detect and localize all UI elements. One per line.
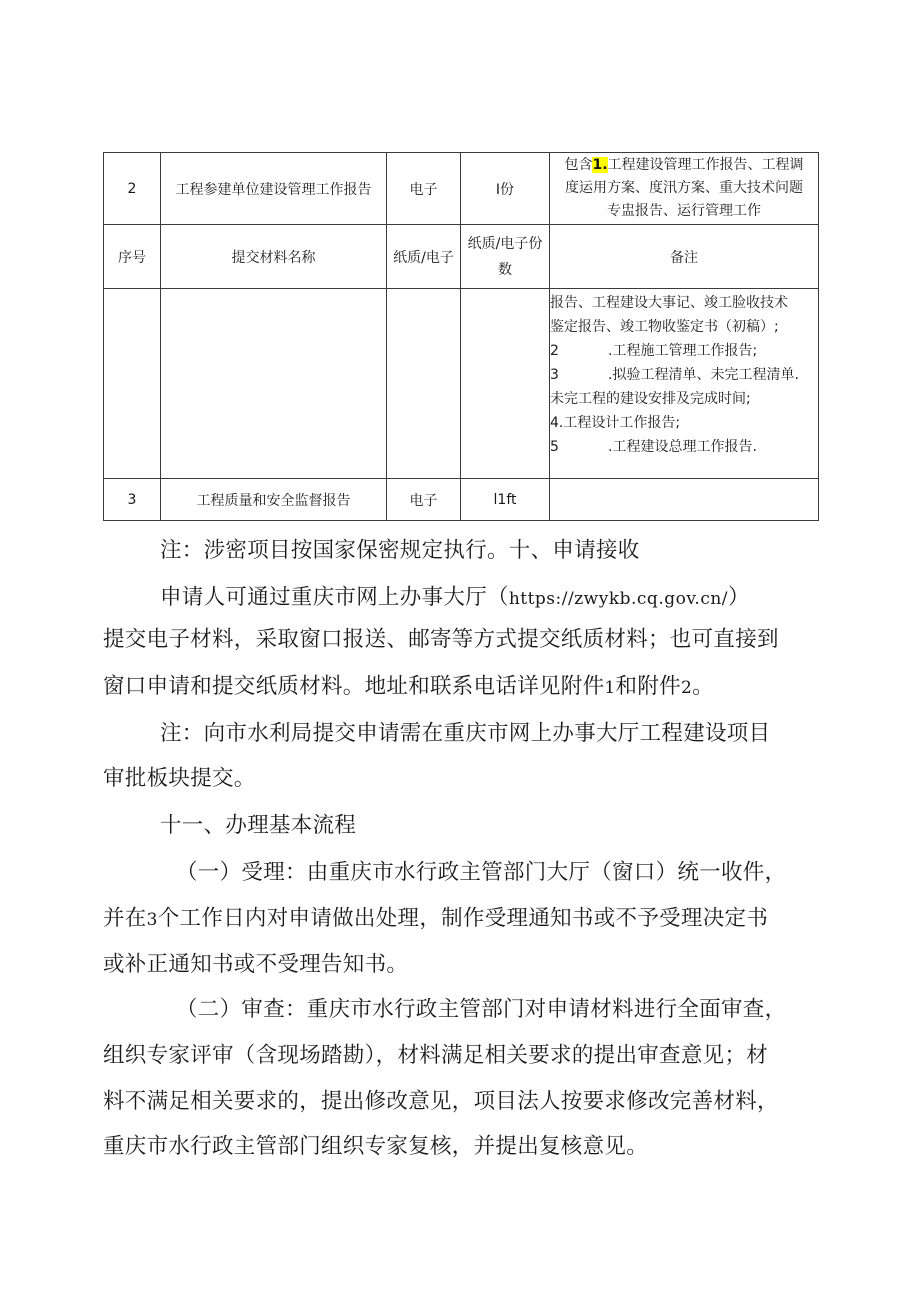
row-index: 3 bbox=[104, 479, 161, 521]
paragraph: 注：向市水利局提交申请需在重庆市网上办事大厅工程建设项目 bbox=[160, 721, 771, 746]
material-name: 工程质量和安全监督报告 bbox=[161, 479, 387, 521]
table-row bbox=[104, 479, 819, 521]
note-line: 未完工程的建设安排及完成时间; bbox=[550, 391, 751, 407]
note-item-3: 3 .拟验工程清单、未完工程清单. bbox=[550, 367, 799, 383]
note-line-1: 工程建设管理工作报告、工程调 bbox=[607, 157, 804, 173]
material-format: 电子 bbox=[387, 479, 461, 521]
header-name: 提交材料名称 bbox=[161, 225, 387, 289]
paragraph: （二）审查：重庆市水行政主管部门对申请材料进行全面审查， bbox=[176, 997, 787, 1022]
paragraph: 料不满足相关要求的，提出修改意见，项目法人按要求修改完善材料， bbox=[103, 1089, 779, 1114]
table-row bbox=[104, 289, 819, 479]
portal-url: https://zwykb.cq.gov.cn/ bbox=[508, 589, 729, 609]
material-copies: I份 bbox=[461, 153, 550, 225]
paragraph: 审批板块提交。 bbox=[103, 766, 256, 791]
material-note bbox=[550, 153, 819, 225]
table-row bbox=[104, 153, 819, 225]
table-header-row bbox=[104, 225, 819, 289]
materials-table bbox=[103, 152, 819, 521]
paragraph: 重庆市水行政主管部门组织专家复核，并提出复核意见。 bbox=[103, 1134, 649, 1159]
header-note: 备注 bbox=[550, 225, 819, 289]
paragraph: 或补正通知书或不受理告知书。 bbox=[103, 952, 409, 977]
paragraph: 窗口申请和提交纸质材料。地址和联系电话详见附件1和附件2。 bbox=[103, 674, 714, 699]
note-line: 报告、工程建设大事记、竣工脸收技术 bbox=[550, 295, 788, 311]
header-copies: 纸质/电子份数 bbox=[461, 225, 550, 289]
paragraph: 并在3个工作日内对申请做出处理，制作受理通知书或不予受理决定书 bbox=[103, 906, 769, 931]
note-line-2: 度运用方案、度汛方案、重大技术问题 bbox=[565, 180, 803, 196]
section-heading: 十一、办理基本流程 bbox=[160, 813, 357, 838]
material-copies: l1ft bbox=[461, 479, 550, 521]
material-name: 工程参建单位建设管理工作报告 bbox=[161, 153, 387, 225]
row-index: 2 bbox=[104, 153, 161, 225]
note-item-4: 4.工程设计工作报告; bbox=[550, 415, 681, 431]
paragraph: 组织专家评审（含现场踏勘），材料满足相关要求的提出审查意见；材 bbox=[103, 1043, 769, 1068]
material-format: 电子 bbox=[387, 153, 461, 225]
highlighted-number: 1. bbox=[592, 157, 608, 173]
paragraph: 申请人可通过重庆市网上办事大厅（https://zwykb.cq.gov.cn/） bbox=[160, 585, 750, 610]
note-item-2: 2 .工程施工管理工作报告; bbox=[550, 343, 758, 359]
paragraph: 提交电子材料，采取窗口报送、邮寄等方式提交纸质材料；也可直接到 bbox=[103, 627, 779, 652]
paragraph: （一）受理：由重庆市水行政主管部门大厅（窗口）统一收件， bbox=[176, 860, 787, 885]
material-note bbox=[550, 479, 819, 521]
material-note-continued bbox=[550, 289, 819, 479]
note-item-5: 5 .工程建设总理工作报告. bbox=[550, 439, 757, 455]
note-line-3: 专盅报告、运行管理工作 bbox=[607, 203, 761, 219]
note-prefix: 包含 bbox=[564, 157, 593, 173]
header-index: 序号 bbox=[104, 225, 161, 289]
note-line: 鉴定报告、竣工物收鉴定书（初稿）; bbox=[550, 319, 779, 335]
header-format: 纸质/电子 bbox=[387, 225, 461, 289]
paragraph: 注：涉密项目按国家保密规定执行。十、申请接收 bbox=[160, 538, 640, 563]
